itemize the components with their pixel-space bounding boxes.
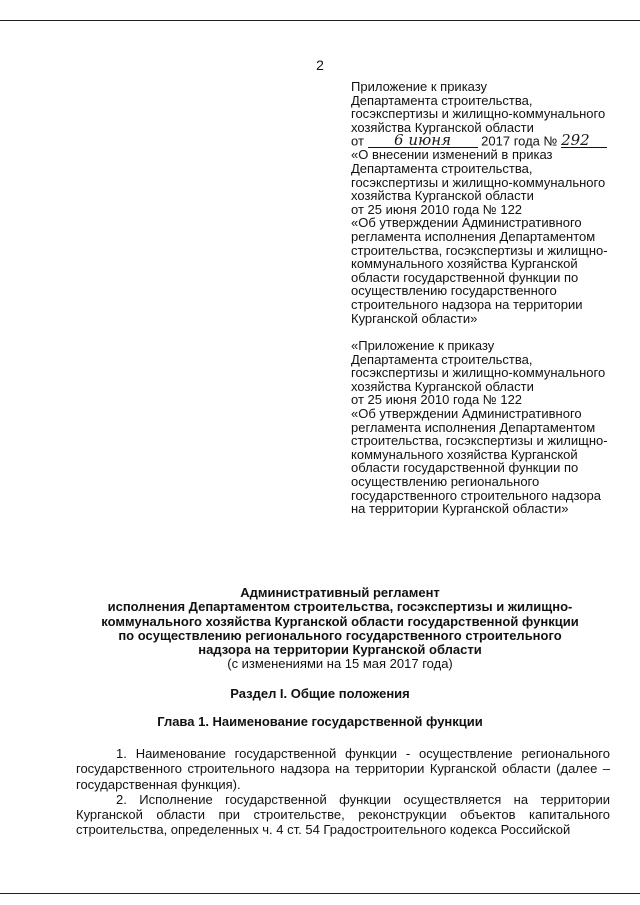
handwritten-number-text: 292 [561, 131, 590, 150]
bottom-scan-border [0, 893, 640, 894]
document-title [70, 586, 610, 672]
approval-line: регламента исполнения Департаментом [351, 419, 596, 435]
approval-line: от 25 июня 2010 года № 122 [351, 392, 523, 408]
amendment-note: (с изменениями на 15 мая 2017 года) [227, 656, 453, 672]
approval-line: от 25 июня 2010 года № 122 [351, 201, 523, 217]
approval-line: строительства, госэкспертизы и жилищно- [351, 242, 608, 258]
approval-line: области государственной функции по [351, 460, 579, 476]
approval-line: Приложение к приказу [351, 79, 488, 94]
approval-line: «Приложение к приказу [351, 338, 495, 354]
approval-line: осуществлению государственного [351, 283, 557, 299]
approval-line: Департамента строительства, [351, 160, 533, 176]
approval-line: хозяйства Курганской области [351, 378, 534, 394]
date-prefix: от [351, 133, 364, 149]
order-date-line [351, 131, 621, 150]
approval-line: госэкспертизы и жилищно-коммунального [351, 106, 606, 122]
title-line: по осуществлению регионального государственного строительного [118, 627, 562, 643]
chapter-heading: Глава 1. Наименование государственной функции [157, 714, 483, 729]
approval-line: области государственной функции по [351, 269, 579, 285]
handwritten-date [368, 131, 478, 150]
approval-line: госэкспертизы и жилищно-коммунального [351, 174, 606, 190]
spacer [351, 325, 621, 339]
handwritten-number [561, 131, 607, 150]
title-line: Административный регламент [240, 585, 440, 600]
page-number: 2 [316, 57, 324, 73]
approval-block [351, 80, 621, 516]
approval-line: хозяйства Курганской области [351, 119, 534, 135]
approval-line: «Об утверждении Административного [351, 215, 582, 231]
approval-line: регламента исполнения Департаментом [351, 228, 596, 244]
handwritten-date-text: 6 июня [394, 131, 452, 150]
title-line: коммунального хозяйства Курганской области государственной функции [101, 613, 579, 629]
approval-line: осуществлению регионального [351, 474, 540, 490]
title-line: надзора на территории Курганской области [198, 642, 482, 658]
body-text [76, 746, 610, 838]
approval-line: коммунального хозяйства Курганской [351, 446, 578, 462]
top-scan-border [0, 20, 640, 21]
paragraph: 2. Исполнение государственной функции осуществляется на территории Курганской области при строительстве, реконструкции объектов капитального строительства, определенных ч. 4 ст. 54 Градостроительного кодекса Российской [76, 791, 610, 838]
paragraph: 1. Наименование государственной функции - осуществление регионального государственного строительного надзора на территории Курганской области (далее – государственная функция). [76, 746, 610, 792]
approval-line: коммунального хозяйства Курганской [351, 256, 578, 272]
section-heading: Раздел I. Общие положения [230, 686, 410, 701]
approval-line: Департамента строительства, [351, 351, 533, 367]
approval-line: госэкспертизы и жилищно-коммунального [351, 365, 606, 381]
approval-line: хозяйства Курганской области [351, 188, 534, 204]
approval-line: строительства, госэкспертизы и жилищно- [351, 433, 608, 449]
approval-line: «О внесении изменений в приказ [351, 147, 553, 163]
approval-line: Департамента строительства, [351, 92, 533, 108]
approval-line: государственного строительного надзора [351, 487, 601, 503]
approval-line: «Об утверждении Административного [351, 406, 582, 422]
approval-line: Курганской области» [351, 310, 478, 326]
approval-line: на территории Курганской области» [351, 501, 569, 517]
approval-line: строительного надзора на территории [351, 296, 583, 312]
title-line: исполнения Департаментом строительства, госэкспертизы и жилищно- [107, 599, 573, 615]
date-suffix: 2017 года № [481, 133, 558, 149]
